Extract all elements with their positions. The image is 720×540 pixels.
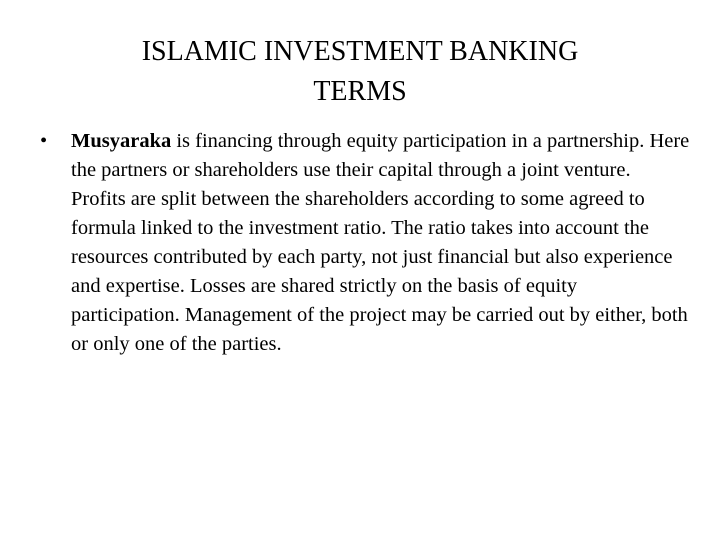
bullet-text: is financing through equity participation in a partnership. Here the partners or shareholders use their capital through a joint venture. Profits are split between the shareholders according to some agreed to formula linked to the investment ratio. The ratio takes into account the resources contributed by each party, not just financial but also experience and expertise. Losses are shared strictly on the basis of equity participation. Management of the project may be carried out by either, both or only one of the parties. (71, 130, 690, 355)
bullet-term: Musyaraka (71, 130, 172, 152)
slide-body (40, 127, 690, 359)
slide-title-line-1: ISLAMIC INVESTMENT BANKING (141, 36, 579, 67)
bullet-item (40, 127, 690, 359)
bullet-marker: • (40, 130, 48, 152)
slide-title (60, 32, 660, 112)
slide-title-line-2: TERMS (313, 76, 407, 107)
